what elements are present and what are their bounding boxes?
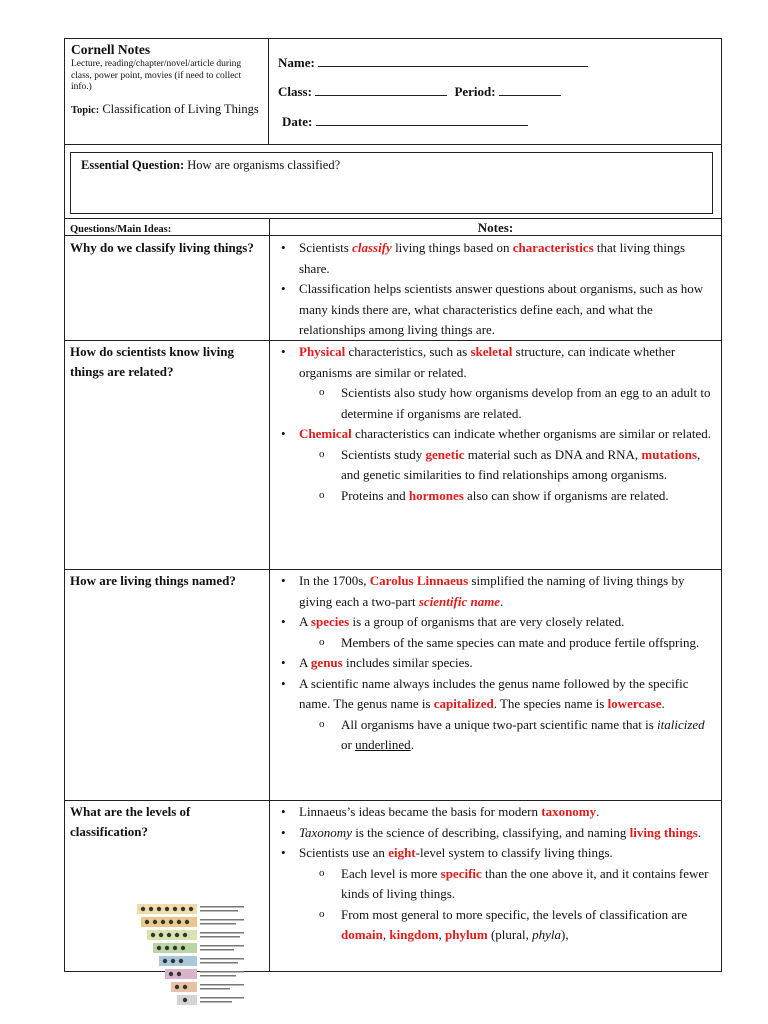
note-bullet: • Physical characteristics, such as skeletal structure, can indicate whether organisms are similar or related. [273,342,715,383]
essential-question-label: Essential Question: [81,158,185,172]
pyramid-levels [137,904,197,1005]
class-label: Class: [278,84,312,99]
note-bullet: • Taxonomy is the science of describing, classifying, and naming living things. [273,823,715,844]
period-label: Period: [454,84,496,99]
classification-pyramid-image [97,902,247,1008]
note-subbullet: o Proteins and hormones also can show if organisms are related. [273,486,715,507]
notes-section-2 [273,342,715,506]
columns-top-divider [65,218,721,219]
notes-section-4 [273,802,715,946]
note-bullet: • A scientific name always includes the genus name followed by the specific name. The genus name is capitalized. The species name is lowercase. [273,674,715,715]
date-blank[interactable] [316,113,528,126]
notes-section-1 [273,238,715,341]
column-header-divider [65,235,721,236]
row-divider-1 [65,340,721,341]
notes-title: Cornell Notes [71,42,151,57]
note-bullet: • A species is a group of organisms that are very closely related. [273,612,715,633]
row-divider-2 [65,569,721,570]
essential-question-text: How are organisms classified? [187,158,341,172]
note-subbullet: o Each level is more specific than the one above it, and it contains fewer kinds of living things. [273,864,715,905]
header-fields-cell [269,39,721,144]
question-2: How do scientists know living things are related? [70,344,234,379]
topic-label: Topic: [71,104,100,116]
header-divider [65,144,721,145]
note-bullet: • Linnaeus’s ideas became the basis for modern taxonomy. [273,802,715,823]
note-bullet: • Classification helps scientists answer questions about organisms, such as how many kinds there are, what characteristics define each, and what the relationships among living things are. [273,279,715,341]
name-blank[interactable] [318,54,588,67]
question-4: What are the levels of classification? [70,804,191,839]
notes-section-3 [273,571,715,756]
row-divider-3 [65,800,721,801]
topic-value: Classification of Living Things [102,101,259,116]
notes-column-header: Notes: [477,220,514,235]
class-blank[interactable] [315,83,447,96]
note-subbullet: o Scientists also study how organisms develop from an egg to an adult to determine if organisms are related. [273,383,715,424]
note-subbullet: o All organisms have a unique two-part scientific name that is italicized or underlined. [273,715,715,756]
note-subbullet: o Members of the same species can mate and produce fertile offspring. [273,633,715,654]
period-blank[interactable] [499,83,561,96]
date-label: Date: [282,114,313,129]
date-field[interactable] [282,113,528,130]
note-bullet: • In the 1700s, Carolus Linnaeus simplified the naming of living things by giving each a two-part scientific name. [273,571,715,612]
note-bullet: • Scientists classify living things based on characteristics that living things share. [273,238,715,279]
question-1: Why do we classify living things? [70,240,254,255]
note-bullet: • A genus includes similar species. [273,653,715,674]
topic-line [71,102,262,118]
name-field[interactable] [278,54,588,71]
notes-subtitle: Lecture, reading/chapter/novel/article during class, power point, movies (if need to collect info.) [71,59,242,92]
question-3: How are living things named? [70,573,236,588]
column-divider [269,218,270,971]
questions-column-header: Questions/Main Ideas: [70,224,172,235]
note-subbullet: o Scientists study genetic material such as DNA and RNA, mutations, and genetic similarities to find relationships among organisms. [273,445,715,486]
note-bullet: • Chemical characteristics can indicate whether organisms are similar or related. [273,424,715,445]
pyramid-caption-lines [200,906,244,1003]
note-subbullet: o From most general to more specific, the levels of classification are domain, kingdom, phylum (plural, phyla), [273,905,715,946]
name-label: Name: [278,55,315,70]
header-info-cell [65,39,269,144]
class-field[interactable] [278,83,561,100]
essential-question-box [70,152,713,214]
cornell-notes-sheet [64,38,722,972]
note-bullet: • Scientists use an eight-level system to classify living things. [273,843,715,864]
